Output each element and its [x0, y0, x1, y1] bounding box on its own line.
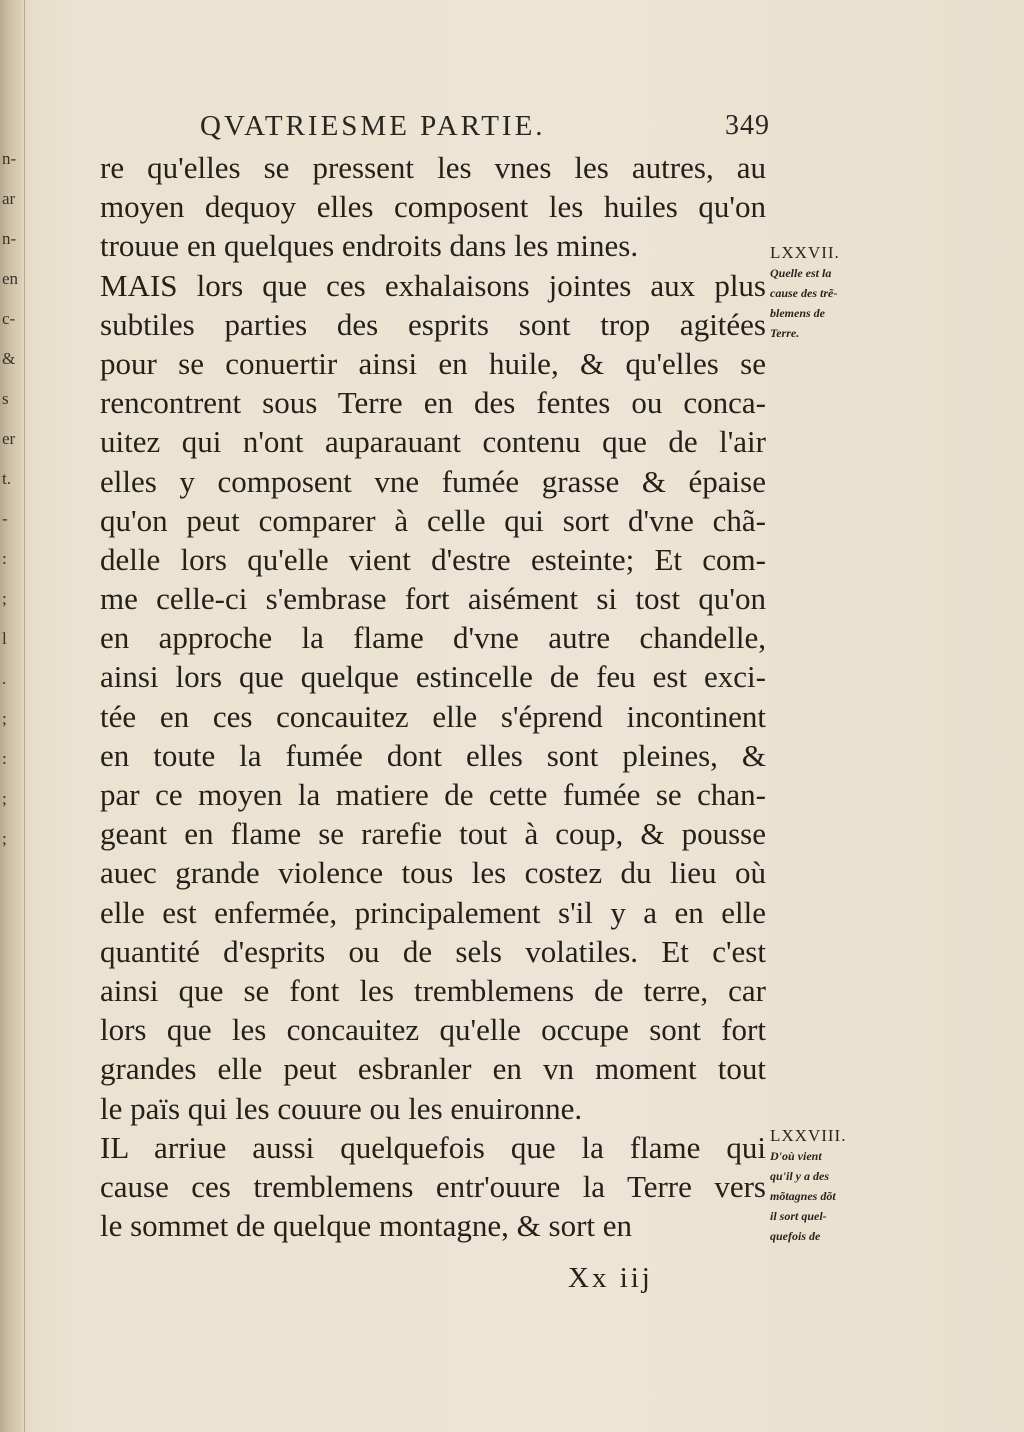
- text-line: MAIS lors que ces exhalaisons jointes aux plus: [100, 267, 766, 303]
- binding-fragment: :: [2, 749, 7, 768]
- marginal-number: LXXVII.: [770, 243, 840, 262]
- binding-fragment: .: [2, 669, 7, 688]
- binding-fragment: l: [2, 629, 7, 648]
- text-line: trouue en quelques endroits dans les mines.: [100, 228, 639, 264]
- marginal-note-lxxviii: [770, 1126, 890, 1246]
- marginal-note-line: qu'il y a des: [770, 1169, 829, 1183]
- text-line: IL arriue aussi quelquefois que la flame qui: [100, 1129, 766, 1165]
- binding-fragment: ;: [2, 589, 7, 608]
- binding-fragment: t.: [2, 469, 11, 488]
- binding-fragment: ;: [2, 789, 7, 808]
- text-line: uitez qui n'ont auparauant contenu que de l'air: [100, 424, 766, 460]
- binding-fragment: ;: [2, 829, 7, 848]
- binding-fragment: s: [2, 389, 9, 408]
- text-line: grandes elle peut esbranler en vn moment tout: [100, 1051, 766, 1087]
- binding-fragment: :: [2, 549, 7, 568]
- binding-fragment: ;: [2, 709, 7, 728]
- binding-fragment: c-: [2, 309, 16, 328]
- marginal-note-line: blemens de: [770, 306, 825, 320]
- marginal-note-line: il sort quel-: [770, 1209, 827, 1223]
- text-line: re qu'elles se pressent les vnes les autres, au: [100, 150, 766, 185]
- text-line: qu'on peut comparer à celle qui sort d'vne chã-: [100, 502, 766, 538]
- marginal-note-line: Terre.: [770, 326, 800, 340]
- text-line: moyen dequoy elles composent les huiles qu'on: [100, 189, 766, 225]
- text-line: lors que les concauitez qu'elle occupe sont fort: [100, 1012, 766, 1048]
- text-line: le païs qui les couure ou les enuironne.: [100, 1090, 583, 1126]
- page-number: 349: [725, 110, 770, 141]
- text-line: subtiles parties des esprits sont trop agitées: [100, 306, 766, 342]
- text-line: par ce moyen la matiere de cette fumée se chan-: [100, 777, 766, 812]
- marginal-note-line: D'où vient: [770, 1149, 822, 1163]
- binding-fragment: ar: [2, 189, 16, 208]
- text-line: geant en flame se rarefie tout à coup, & pousse: [100, 816, 766, 852]
- text-line: en approche la flame d'vne autre chandelle,: [100, 620, 766, 656]
- text-line: rencontrent sous Terre en des fentes ou conca-: [100, 385, 766, 421]
- text-line: ainsi que se font les tremblemens de terre, car: [100, 972, 766, 1008]
- text-line: elles y composent vne fumée grasse & épaise: [100, 463, 766, 499]
- text-line: auec grande violence tous les costez du lieu où: [100, 855, 766, 891]
- text-line: tée en ces concauitez elle s'éprend incontinent: [100, 698, 766, 734]
- binding-edge: [0, 0, 25, 1432]
- text-line: en toute la fumée dont elles sont pleines, &: [100, 737, 766, 773]
- text-line: delle lors qu'elle vient d'estre esteinte; Et com-: [100, 541, 766, 577]
- text-line: me celle-ci s'embrase fort aisément si tost qu'on: [100, 581, 766, 617]
- text-line: quantité d'esprits ou de sels volatiles. Et c'est: [100, 933, 766, 969]
- marginal-note-line: Quelle est la: [770, 266, 832, 280]
- marginal-note-lxxvii: [770, 243, 890, 343]
- binding-fragment: er: [2, 429, 16, 448]
- text-line: cause ces tremblemens entr'ouure la Terre vers: [100, 1168, 766, 1204]
- binding-fragment: &: [2, 349, 16, 368]
- text-line: ainsi lors que quelque estincelle de feu est exci-: [100, 659, 766, 695]
- running-head: [200, 110, 780, 150]
- binding-fragment: en: [2, 269, 19, 288]
- marginal-note-line: cause des trẽ-: [770, 286, 838, 300]
- binding-fragment: -: [2, 509, 8, 528]
- binding-fragment: n-: [2, 229, 17, 248]
- text-line: elle est enfermée, principalement s'il y a en elle: [100, 894, 766, 930]
- binding-fragment: n-: [2, 149, 17, 168]
- body-text: [100, 148, 766, 1245]
- marginal-note-line: quefois de: [770, 1229, 821, 1243]
- marginal-note-line: mõtagnes dõt: [770, 1189, 836, 1203]
- running-title: QVATRIESME PARTIE.: [200, 110, 546, 142]
- marginal-number: LXXVIII.: [770, 1126, 847, 1145]
- signature-mark: Xx iij: [568, 1262, 653, 1294]
- text-line: pour se conuertir ainsi en huile, & qu'elles se: [100, 345, 766, 381]
- text-line: le sommet de quelque montagne, & sort en: [100, 1208, 633, 1244]
